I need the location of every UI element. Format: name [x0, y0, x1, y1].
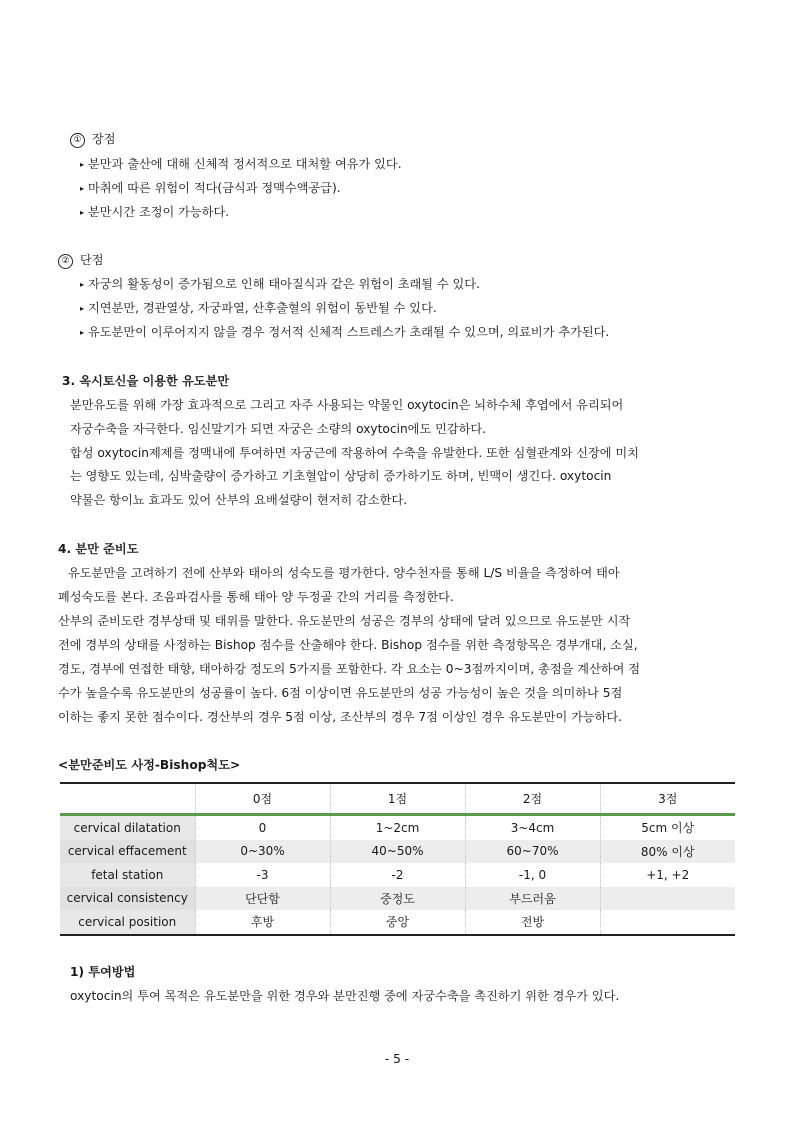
table-cell: -1, 0 — [465, 863, 600, 887]
section-4-title: 4. 분만 준비도 — [58, 542, 139, 556]
bullet-icon: ▸ — [80, 184, 85, 193]
circled-number-1: ① — [70, 133, 85, 148]
subsection-1-title: 1) 투여방법 — [70, 965, 136, 979]
list-item-text: 유도분만이 이루어지지 않을 경우 정서적 신체적 스트레스가 초래될 수 있으며, 의료비가 추가된다. — [88, 325, 610, 339]
list-item-text: 분만시간 조정이 가능하다. — [88, 205, 230, 219]
table-cell: fetal station — [60, 863, 195, 887]
paragraph-line: 는 영향도 있는데, 심박출량이 증가하고 기초혈압이 상당히 증가하기도 하며, 빈맥이 생긴다. oxytocin — [70, 469, 612, 483]
advantages-title: 장점 — [92, 132, 116, 146]
table-cell: cervical position — [60, 910, 195, 935]
disadvantages-title: 단점 — [80, 253, 104, 267]
paragraph-line: 자궁수축을 자극한다. 임신말기가 되면 자궁은 소량의 oxytocin에도 민감하다. — [70, 422, 487, 436]
table-cell: +1, +2 — [600, 863, 735, 887]
table-cell: 부드러움 — [465, 887, 600, 911]
table-cell: -2 — [330, 863, 465, 887]
bullet-icon: ▸ — [80, 304, 85, 313]
paragraph-line: 산부의 준비도란 경부상태 및 태위를 말한다. 유도분만의 성공은 경부의 상태에 달려 있으므로 유도분만 시작 — [58, 614, 631, 628]
table-header-row — [60, 783, 735, 815]
list-item-text: 마취에 따른 위험이 적다(금식과 정맥수액공급). — [88, 181, 341, 195]
bishop-score-table — [60, 782, 735, 936]
table-cell: 80% 이상 — [600, 840, 735, 864]
table-cell: 1~2cm — [330, 815, 465, 840]
table-cell — [600, 887, 735, 911]
circled-number-2: ② — [58, 254, 73, 269]
table-cell: 0~30% — [195, 840, 330, 864]
table-row — [60, 863, 735, 887]
list-item — [80, 203, 229, 220]
table-cell: -3 — [195, 863, 330, 887]
table-cell: cervical effacement — [60, 840, 195, 864]
table-header-cell: 0점 — [195, 783, 330, 815]
page-number: - 5 - — [384, 1052, 410, 1066]
table-row — [60, 815, 735, 840]
section-3-title: 3. 옥시토신을 이용한 유도분만 — [62, 374, 230, 388]
paragraph-line: 약물은 항이뇨 효과도 있어 산부의 요배설량이 현저히 감소한다. — [70, 493, 408, 507]
table-cell: 전방 — [465, 910, 600, 935]
table-cell: 5cm 이상 — [600, 815, 735, 840]
table-cell: 후방 — [195, 910, 330, 935]
table-cell: 중정도 — [330, 887, 465, 911]
list-item — [80, 299, 437, 316]
table-cell — [600, 910, 735, 935]
table-row — [60, 910, 735, 935]
disadvantages-heading — [58, 251, 104, 269]
bullet-icon: ▸ — [80, 328, 85, 337]
paragraph-line: 전에 경부의 상태를 사정하는 Bishop 점수를 산출해야 한다. Bishop 점수를 위한 측정항목은 경부개대, 소실, — [58, 638, 638, 652]
table-cell: cervical consistency — [60, 887, 195, 911]
list-item — [80, 323, 609, 340]
table-row — [60, 840, 735, 864]
list-item-text: 자궁의 활동성이 증가됨으로 인해 태아질식과 같은 위험이 초래될 수 있다. — [88, 277, 480, 291]
bullet-icon: ▸ — [80, 160, 85, 169]
paragraph-line: 유도분만을 고려하기 전에 산부와 태아의 성숙도를 평가한다. 양수천자를 통해 L/S 비율을 측정하여 태아 — [68, 566, 620, 580]
paragraph-line: 이하는 좋지 못한 점수이다. 경산부의 경우 5점 이상, 조산부의 경우 7점 이상인 경우 유도분만이 가능하다. — [58, 710, 623, 724]
bullet-icon: ▸ — [80, 208, 85, 217]
paragraph-line: 합성 oxytocin제제를 정맥내에 투여하면 자궁근에 작용하여 수축을 유발한다. 또한 심혈관계와 신장에 미치 — [70, 446, 639, 460]
table-header-cell: 2점 — [465, 783, 600, 815]
list-item — [80, 179, 341, 196]
list-item-text: 분만과 출산에 대해 신체적 정서적으로 대처할 여유가 있다. — [88, 157, 402, 171]
table-header-cell: 1점 — [330, 783, 465, 815]
table-caption: <분만준비도 사정-Bishop척도> — [58, 758, 241, 772]
paragraph-line: 수가 높을수록 유도분만의 성공률이 높다. 6점 이상이면 유도분만의 성공 가능성이 높은 것을 의미하나 5점 — [58, 686, 623, 700]
table-cell: 60~70% — [465, 840, 600, 864]
paragraph-line: oxytocin의 투여 목적은 유도분만을 위한 경우와 분만진행 중에 자궁수축을 촉진하기 위한 경우가 있다. — [70, 989, 620, 1003]
table-cell: 중앙 — [330, 910, 465, 935]
table-cell: cervical dilatation — [60, 815, 195, 840]
list-item — [80, 275, 480, 292]
paragraph-line: 폐성숙도를 본다. 조음파검사를 통해 태아 양 두정골 간의 거리를 측정한다. — [58, 590, 454, 604]
table-cell: 40~50% — [330, 840, 465, 864]
table-cell: 단단함 — [195, 887, 330, 911]
table-row — [60, 887, 735, 911]
paragraph-line: 경도, 경부에 연접한 태향, 태아하강 정도의 5가지를 포함한다. 각 요소는 0~3점까지이며, 총점을 계산하여 점 — [58, 662, 641, 676]
bullet-icon: ▸ — [80, 280, 85, 289]
table-cell: 3~4cm — [465, 815, 600, 840]
table-header-cell — [60, 783, 195, 815]
list-item — [80, 155, 402, 172]
table-header-cell: 3점 — [600, 783, 735, 815]
paragraph-line: 분만유도를 위해 가장 효과적으로 그리고 자주 사용되는 약물인 oxytocin은 뇌하수체 후엽에서 유리되어 — [70, 398, 624, 412]
advantages-heading — [70, 130, 116, 148]
list-item-text: 지연분만, 경관열상, 자궁파열, 산후출혈의 위험이 동반될 수 있다. — [88, 301, 437, 315]
table-cell: 0 — [195, 815, 330, 840]
